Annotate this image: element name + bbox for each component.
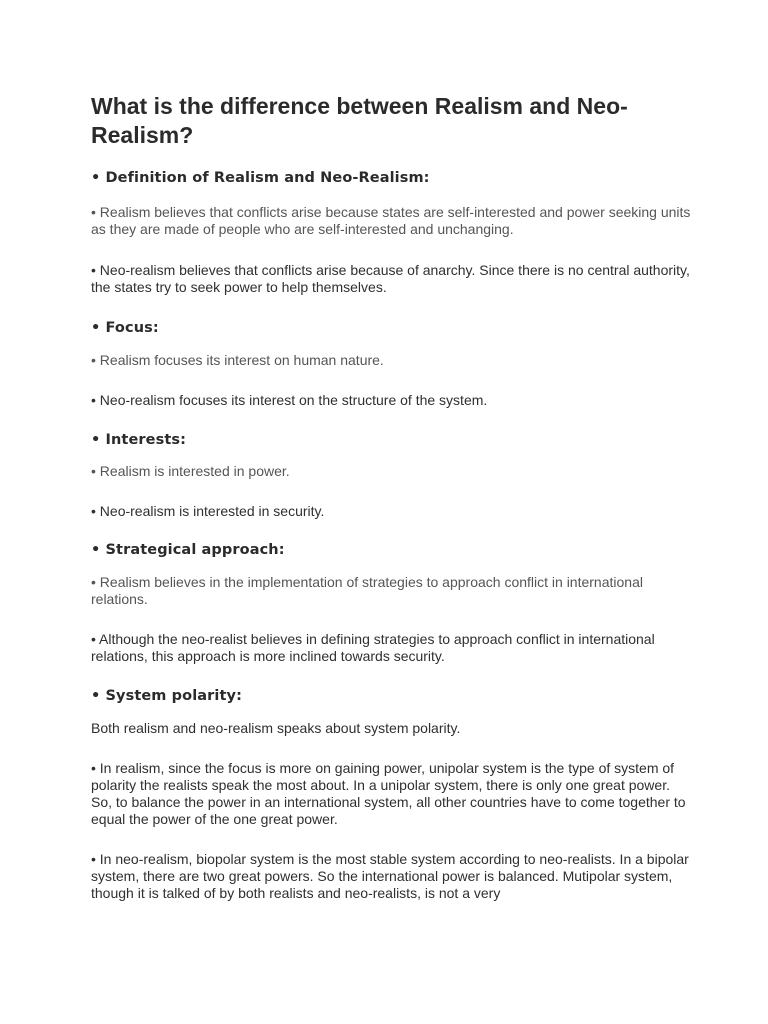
document-page (91, 92, 691, 902)
page-title: What is the difference between Realism and Neo-Realism? (91, 93, 628, 148)
section-heading-focus: • Focus: (91, 320, 159, 336)
section-heading-system-polarity: • System polarity: (91, 688, 242, 704)
paragraph-realism-definition: • Realism believes that conflicts arise because states are self-interested and power seeking units as they are made of people who are self-interested and unchanging. (91, 204, 691, 237)
section-heading-definition: • Definition of Realism and Neo-Realism: (91, 170, 430, 186)
section-heading-strategical-approach: • Strategical approach: (91, 542, 285, 558)
paragraph-polarity-intro: Both realism and neo-realism speaks about system polarity. (91, 720, 461, 736)
paragraph-realism-polarity: • In realism, since the focus is more on gaining power, unipolar system is the type of system of polarity the realists speak the most about. In a unipolar system, there is only one great power. So, to balance the power in an international system, all other countries have to come together to equal the power of the one great power. (91, 760, 686, 827)
paragraph-neorealism-interests: • Neo-realism is interested in security. (91, 503, 325, 519)
paragraph-neorealism-polarity: • In neo-realism, biopolar system is the most stable system according to neo-realists. In a bipolar system, there are two great powers. So the international power is balanced. Mutipolar system, though it is talked of by both realists and neo-realists, is not a very (91, 851, 689, 901)
paragraph-neorealism-definition: • Neo-realism believes that conflicts arise because of anarchy. Since there is no central authority, the states try to seek power to help themselves. (91, 262, 690, 295)
paragraph-neorealism-focus: • Neo-realism focuses its interest on the structure of the system. (91, 392, 488, 408)
paragraph-realism-interests: • Realism is interested in power. (91, 463, 290, 479)
section-heading-interests: • Interests: (91, 432, 186, 448)
paragraph-neorealism-strategy: • Although the neo-realist believes in defining strategies to approach conflict in international relations, this approach is more inclined towards security. (91, 631, 655, 664)
paragraph-realism-focus: • Realism focuses its interest on human nature. (91, 352, 384, 368)
paragraph-realism-strategy: • Realism believes in the implementation of strategies to approach conflict in international relations. (91, 574, 643, 607)
